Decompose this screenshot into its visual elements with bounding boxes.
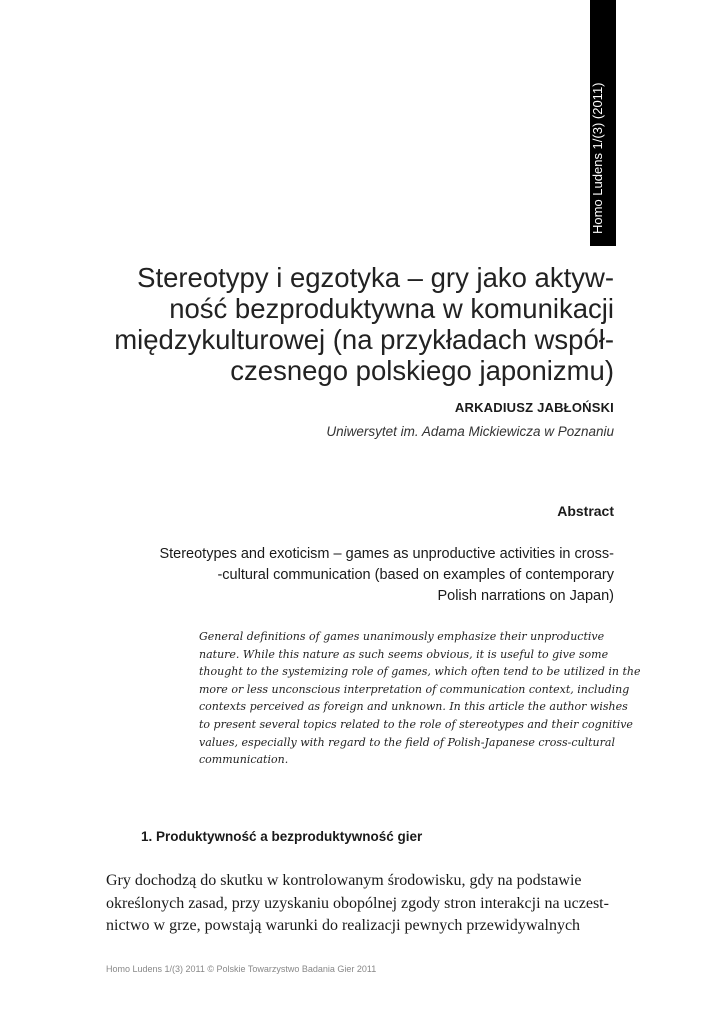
body-line: określonych zasad, przy uzyskaniu obopólnej zgody stron interakcji na uczest-	[106, 894, 609, 912]
abstract-line: to present several topics related to the role of stereotypes and their cognitive	[199, 717, 633, 731]
abstract-line: communication.	[199, 753, 289, 767]
abstract-line: contexts perceived as foreign and unknown. In this article the author wishes	[199, 700, 628, 714]
english-title-line: Polish narrations on Japan)	[437, 588, 614, 604]
body-line: nictwo w grze, powstają warunki do realizacji pewnych przewidywalnych	[106, 917, 581, 934]
title-line: ność bezproduktywna w komunikacji	[169, 293, 614, 324]
abstract-line: thought to the systemizing role of games, which often tend to be utilized in the	[199, 665, 641, 679]
english-title	[159, 544, 614, 607]
body-paragraph	[106, 870, 609, 938]
english-title-line: -cultural communication (based on examples of contemporary	[217, 567, 614, 583]
journal-side-tab	[590, 0, 616, 246]
abstract-line: General definitions of games unanimously emphasize their unproductive	[199, 630, 605, 643]
article-title	[94, 262, 614, 386]
abstract-line: values, especially with regard to the field of Polish-Japanese cross-cultural	[199, 735, 615, 749]
abstract-heading: Abstract	[557, 503, 614, 519]
title-line: międzykulturowej (na przykładach współ-	[114, 324, 614, 355]
author-affiliation: Uniwersytet im. Adama Mickiewicza w Poznaniu	[326, 424, 614, 439]
english-title-line: Stereotypes and exoticism – games as unproductive activities in cross-	[159, 546, 614, 562]
section-heading: 1. Produktywność a bezproduktywność gier	[141, 829, 423, 844]
title-line: czesnego polskiego japonizmu)	[230, 355, 614, 386]
body-line: Gry dochodzą do skutku w kontrolowanym środowisku, gdy na podstawie	[106, 872, 582, 889]
abstract-line: more or less unconscious interpretation of communication context, including	[199, 682, 630, 696]
author-name: ARKADIUSZ JABŁOŃSKI	[454, 400, 614, 415]
title-line: Stereotypy i egzotyka – gry jako aktyw-	[137, 262, 614, 293]
page-footer: Homo Ludens 1/(3) 2011 © Polskie Towarzystwo Badania Gier 2011	[106, 964, 377, 974]
abstract-body	[199, 628, 641, 769]
abstract-line: nature. While this nature as such seems obvious, it is useful to give some	[199, 647, 609, 661]
journal-side-label: Homo Ludens 1/(3) (2011)	[590, 82, 605, 234]
